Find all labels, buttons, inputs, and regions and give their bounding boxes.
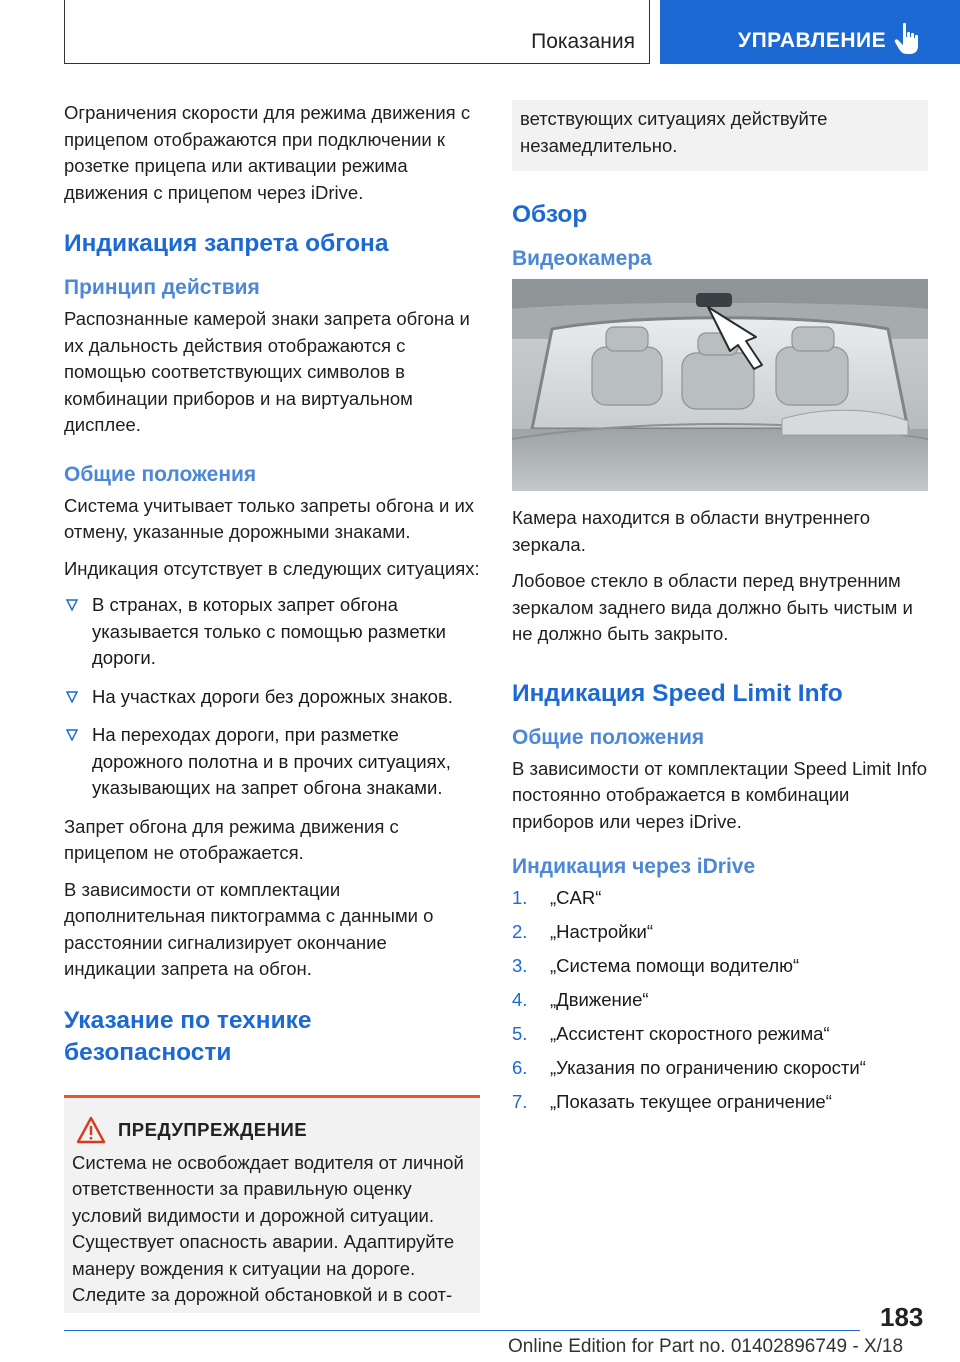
camera-paragraph-1: Камера находится в области внутреннего зеркала. [512,507,871,555]
camera-location-photo [512,279,928,491]
warning-text: Система не освобождает водителя от личной ответственности за правильную оценку условий видимости и дорожной ситуации. Существует опасность аварии. Адаптируйте манеру вождения к ситуации на дороге. Следите за дорожной обстановкой и в соот- [72,1151,464,1305]
list-item-text: На переходах дороги, при разметке дорожного полотна и в прочих ситуациях, указывающих на запрет обгона знаками. [92,724,451,798]
left-column [64,100,480,1313]
step-number: 3. [512,955,528,976]
list-item [64,684,480,711]
header-section-title: Показания [531,30,635,53]
warning-text-continued: ветствующих ситуациях действуйте незамедлительно. [520,108,828,156]
list-item [64,592,480,672]
list-item [512,1089,928,1116]
warning-box [64,1095,480,1313]
camera-heading: Видеокамера [512,247,652,270]
section-title-no-overtaking: Индикация запрета обгона [64,230,389,257]
idrive-heading: Индикация через iDrive [512,855,756,878]
step-number: 1. [512,887,528,908]
sli-general-heading: Общие положения [512,725,705,749]
header-chapter-tab [660,0,960,64]
step-text: „Ассистент скоростного режима“ [550,1023,830,1044]
step-text: „Настройки“ [550,921,654,942]
general-paragraph-3: Запрет обгона для режима движения с прицепом не отображается. [64,815,399,863]
right-column [512,100,928,1123]
general-paragraph-2: Индикация отсутствует в следующих ситуациях: [64,557,480,579]
step-number: 7. [512,1091,528,1112]
warning-header [76,1116,474,1144]
general-paragraph-4: В зависимости от комплектации дополнительная пиктограмма с данными о расстоянии сигнализирует окончание индикации запрета на обгон. [64,878,434,979]
header-chapter-title: УПРАВЛЕНИЕ [738,29,887,52]
section-title-overview: Обзор [512,201,588,228]
idrive-steps-list [512,885,928,1116]
step-number: 6. [512,1057,528,1078]
step-number: 2. [512,921,528,942]
warning-box-continued [512,100,928,171]
list-item [512,1055,928,1082]
list-item [512,953,928,980]
list-item [64,722,480,802]
step-number: 5. [512,1023,528,1044]
triangle-bullet-icon [66,691,78,703]
list-item-text: В странах, в которых запрет обгона указывается только с помощью разметки дороги. [92,594,446,668]
step-number: 4. [512,989,528,1010]
step-text: „Указания по ограничению скорости“ [550,1057,866,1078]
camera-paragraph-2: Лобовое стекло в области перед внутренним зеркалом заднего вида должно быть чистым и не должно быть закрыто. [512,570,913,644]
situations-list [64,592,480,802]
principle-heading: Принцип действия [64,276,260,299]
page-number: 183 [880,1302,924,1332]
sli-general-paragraph: В зависимости от комплектации Speed Limit Info постоянно отображается в комбинации приборов или через iDrive. [512,757,928,832]
step-text: „Система помощи водителю“ [550,955,800,976]
principle-paragraph: Распознанные камерой знаки запрета обгона и их дальность действия отображаются с помощью соответствующих символов в комбинации приборов и на виртуальном дисплее. [64,308,470,435]
general-heading: Общие положения [64,462,257,486]
list-item [512,885,928,912]
triangle-bullet-icon [66,599,78,611]
section-title-safety: Указание по технике безопасности [64,1006,312,1066]
warning-title: ПРЕДУПРЕЖДЕНИЕ [118,1118,308,1140]
triangle-bullet-icon [66,729,78,741]
list-item [512,1021,928,1048]
hand-pointer-icon [894,22,922,56]
list-item [512,987,928,1014]
step-text: „CAR“ [550,887,602,908]
list-item [512,919,928,946]
header-section-box [64,0,650,64]
general-paragraph-1: Система учитывает только запреты обгона и их отмену, указанные дорожными знаками. [64,494,475,542]
footer-edition-text: Online Edition for Part no. 01402896749 - X/18 [508,1336,904,1357]
step-text: „Показать текущее ограничение“ [550,1091,832,1112]
step-text: „Движение“ [550,989,649,1010]
list-item-text: На участках дороги без дорожных знаков. [92,685,453,707]
section-title-speed-limit-info: Индикация Speed Limit Info [512,679,843,707]
intro-paragraph: Ограничения скорости для режима движения с прицепом отображаются при подключении к розетке прицепа или активации режима движения с прицепом через iDrive. [64,102,471,203]
footer-divider [64,1330,860,1331]
warning-triangle-icon [76,1116,106,1144]
